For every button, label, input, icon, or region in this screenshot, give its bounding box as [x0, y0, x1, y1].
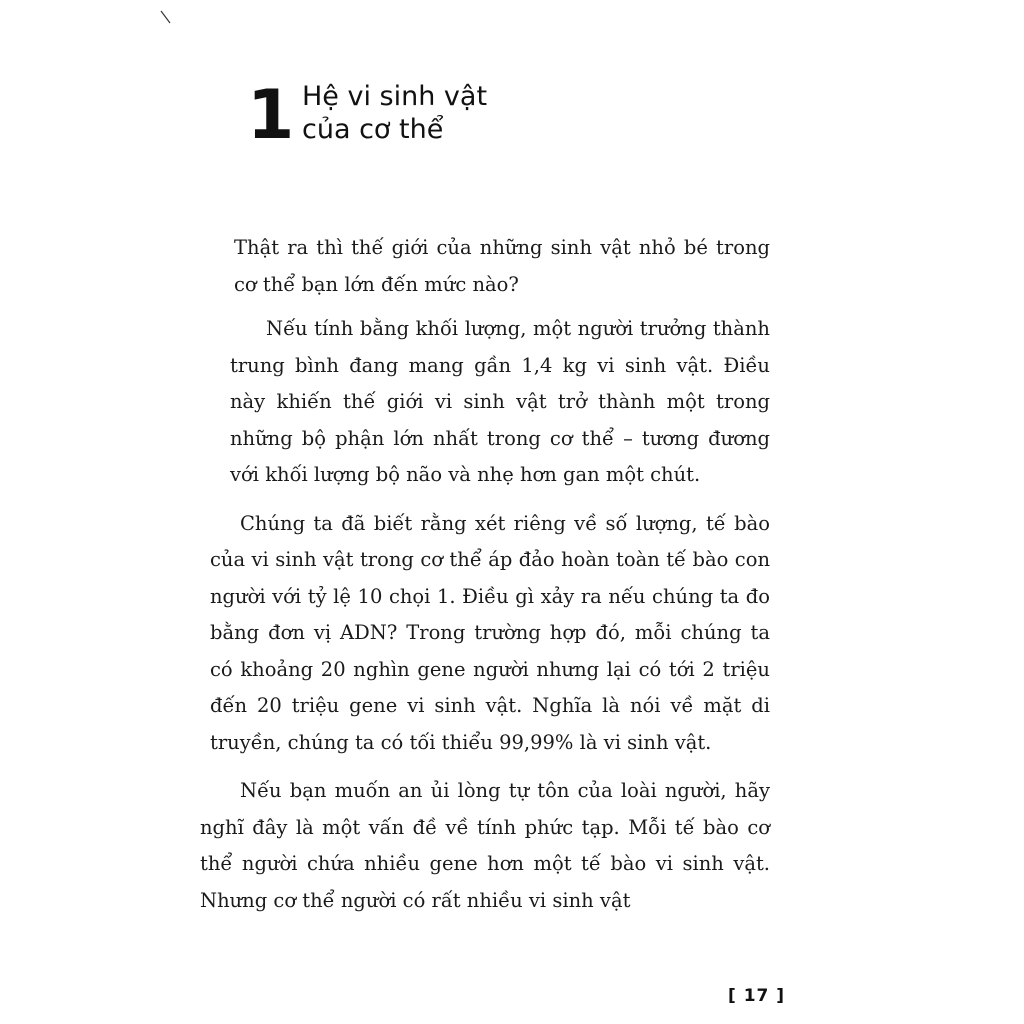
page-number: [ 17 ] — [728, 986, 786, 1006]
paragraph-intro-question: Thật ra thì thế giới của những sinh vật nhỏ bé trong cơ thể bạn lớn đến mức nào? — [234, 236, 770, 296]
chapter-title-line-2: của cơ thể — [302, 114, 444, 145]
page-edge-mark — [160, 10, 172, 24]
chapter-title-line-1: Hệ vi sinh vật — [302, 81, 488, 112]
chapter-number: 1 — [247, 76, 293, 155]
body-text — [200, 230, 770, 919]
paragraph-complexity: Nếu bạn muốn an ủi lòng tự tôn của loài người, hãy nghĩ đây là một vấn đề về tính phức tạp. Mỗi tế bào cơ thể người chứa nhiều gene hơn một tế bào vi sinh vật. Nhưng cơ thể người có rất nhiều vi sinh vật — [200, 779, 770, 912]
paragraph-cell-count: Chúng ta đã biết rằng xét riêng về số lượng, tế bào của vi sinh vật trong cơ thể áp đảo hoàn toàn tế bào con người với tỷ lệ 10 chọi 1. Điều gì xảy ra nếu chúng ta đo bằng đơn vị ADN? Trong trường hợp đó, mỗi chúng ta có khoảng 20 nghìn gene người nhưng lại có tới 2 triệu đến 20 triệu gene vi sinh vật. Nghĩa là nói về mặt di truyền, chúng ta có tối thiểu 99,99% là vi sinh vật. — [210, 511, 770, 754]
chapter-title — [302, 80, 487, 146]
paragraph-mass: Nếu tính bằng khối lượng, một người trưởng thành trung bình đang mang gần 1,4 kg vi sinh vật. Điều này khiến thế giới vi sinh vật trở thành một trong những bộ phận lớn nhất trong cơ thể – tương đương với khối lượng bộ não và nhẹ hơn gan một chút. — [230, 317, 770, 486]
